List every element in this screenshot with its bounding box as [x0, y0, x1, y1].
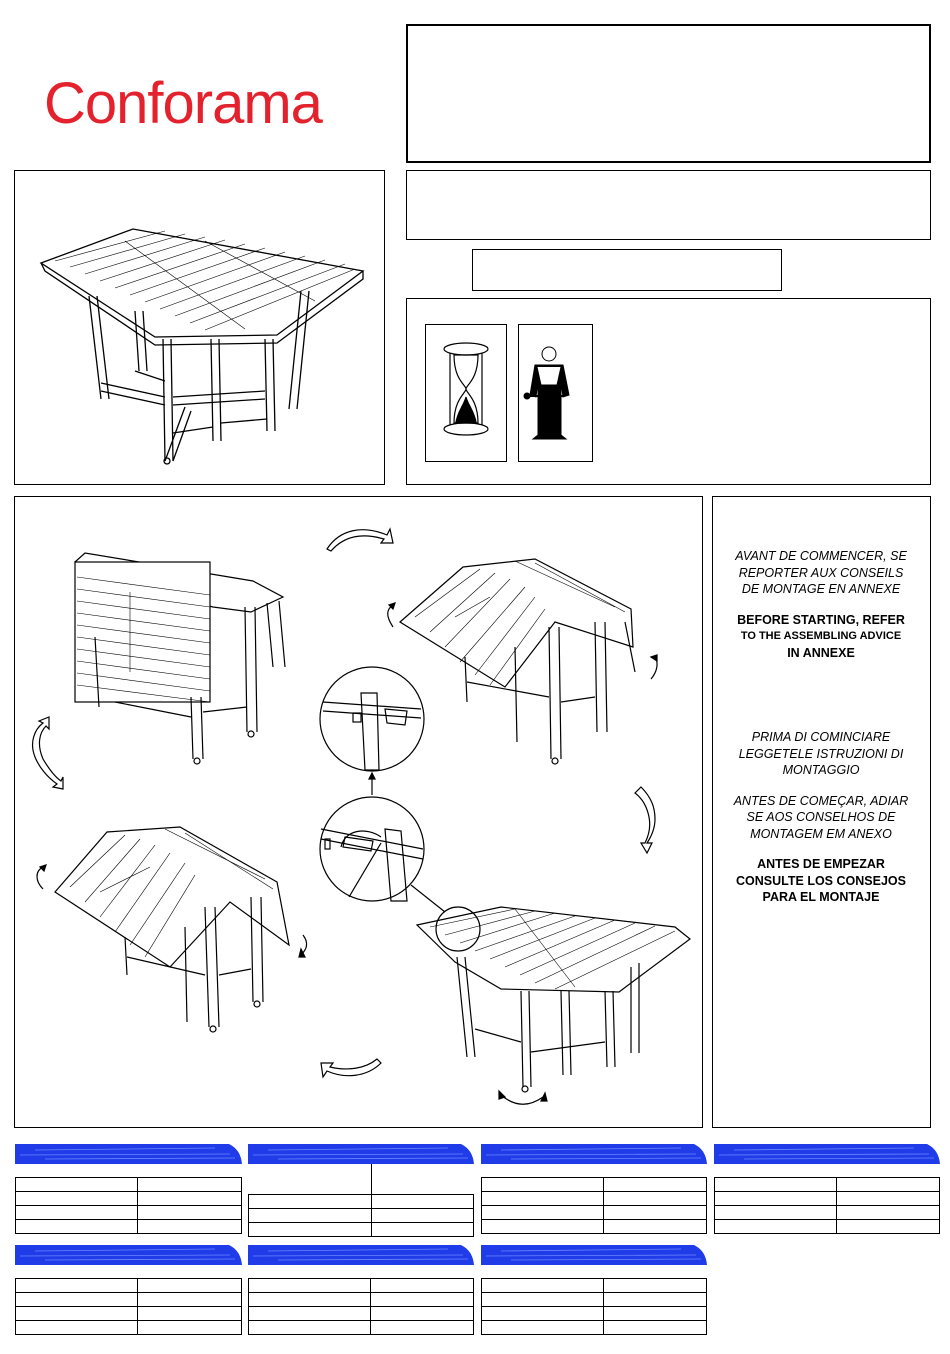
table-header-bar	[481, 1144, 707, 1164]
contact-table	[15, 1144, 242, 1240]
note-pt-line1: ANTES DE COMEÇAR, ADIAR	[733, 793, 909, 808]
assembly-diagram-panel	[14, 496, 703, 1128]
product-code-box	[472, 249, 782, 291]
note-pt-line3: MONTAGEM EM ANEXO	[750, 826, 892, 841]
persons-box	[518, 324, 593, 462]
note-es-line1: ANTES DE EMPEZAR	[757, 857, 885, 871]
contact-grid	[248, 1164, 474, 1237]
contact-grid	[15, 1265, 242, 1335]
table-header-bar	[481, 1245, 707, 1265]
assembly-requirements-panel	[406, 298, 931, 485]
product-reference-box	[406, 170, 931, 240]
contact-table	[248, 1144, 474, 1240]
note-it-line1: PRIMA DI COMINCIARE	[751, 730, 891, 744]
note-en-line2: TO THE ASSEMBLING ADVICE	[740, 630, 902, 642]
table-illustration	[15, 171, 384, 484]
contact-grid	[481, 1164, 707, 1234]
table-header-bar	[15, 1245, 242, 1265]
table-header-bar	[248, 1245, 474, 1265]
brand-logo: Conforama	[44, 71, 322, 136]
contact-table	[481, 1245, 707, 1341]
product-illustration-panel	[14, 170, 385, 485]
table-header-bar	[714, 1144, 940, 1164]
time-box	[425, 324, 507, 462]
note-es-line3: PARA EL MONTAJE	[762, 890, 880, 904]
contact-grid	[481, 1265, 707, 1335]
person-icon	[519, 325, 592, 461]
multilingual-notes	[714, 548, 928, 906]
note-es-line2: CONSULTE LOS CONSEJOS	[736, 873, 906, 888]
note-fr-line2: REPORTER AUX CONSEILS	[738, 565, 904, 580]
note-pt-line2: SE AOS CONSELHOS DE	[746, 810, 896, 824]
table-header-bar	[15, 1144, 242, 1164]
product-title-box	[406, 24, 931, 163]
contact-grid	[15, 1164, 242, 1234]
table-header-bar	[248, 1144, 474, 1164]
assembly-diagram	[15, 497, 702, 1127]
note-en-line1: BEFORE STARTING, REFER	[737, 612, 905, 627]
contact-table	[714, 1144, 940, 1240]
contact-grid	[248, 1265, 474, 1335]
note-it-line2: LEGGETELE ISTRUZIONI DI	[738, 746, 904, 761]
hourglass-icon	[426, 325, 506, 461]
note-fr-line3: DE MONTAGE EN ANNEXE	[741, 582, 901, 596]
note-it-line3: MONTAGGIO	[782, 763, 860, 777]
note-fr-line1: AVANT DE COMMENCER, SE	[735, 549, 907, 563]
contact-table	[248, 1245, 474, 1341]
contact-grid	[714, 1164, 940, 1234]
contact-table	[15, 1245, 242, 1341]
contact-table	[481, 1144, 707, 1240]
note-en-line3: IN ANNEXE	[787, 645, 855, 660]
